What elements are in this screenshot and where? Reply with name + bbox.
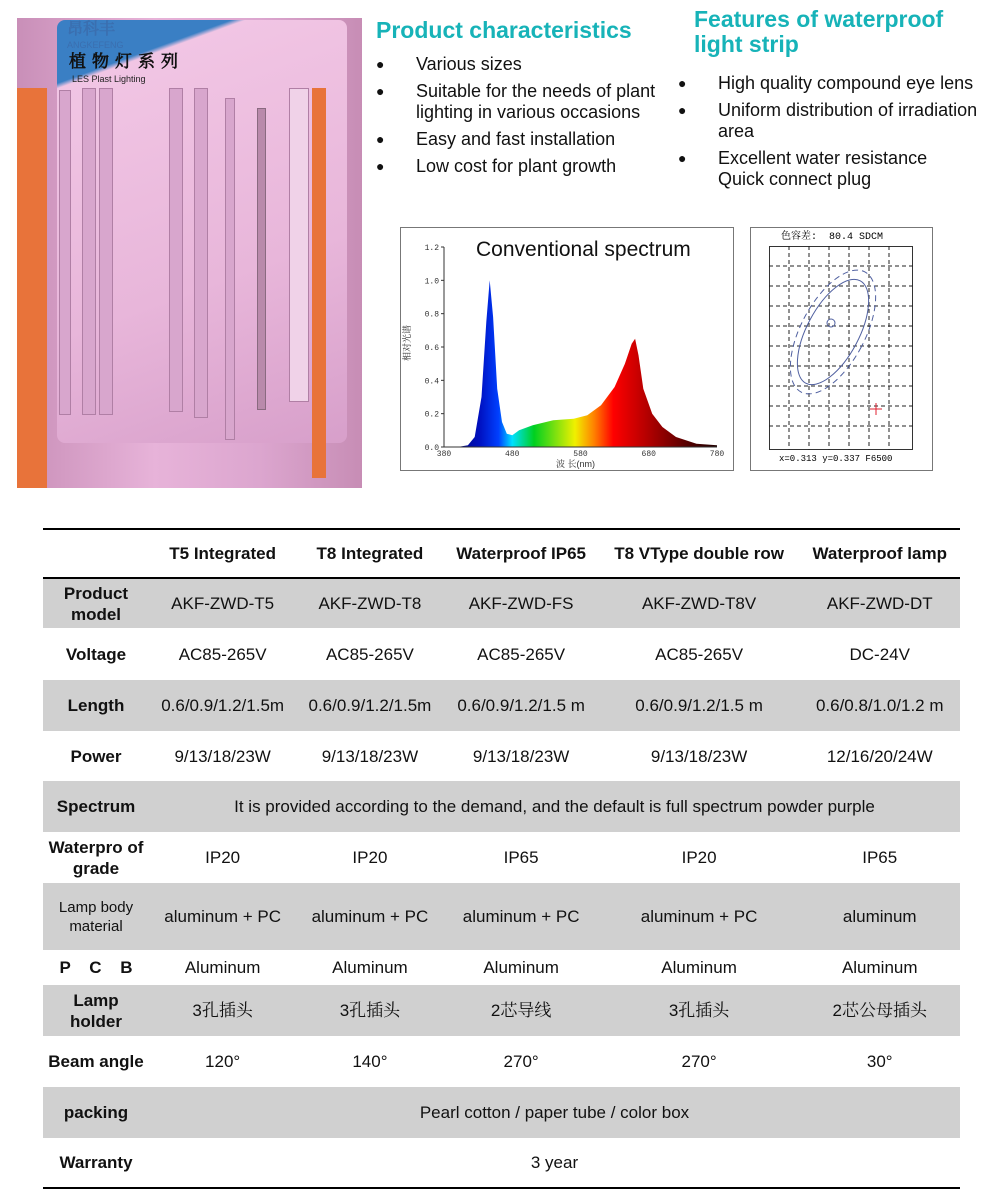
- column-header: T5 Integrated: [149, 529, 296, 578]
- row-label: Lamp holder: [43, 985, 149, 1036]
- table-row: [43, 1036, 960, 1087]
- y-tick-label: 0.8: [424, 310, 439, 320]
- column-header: Waterproof IP65: [444, 529, 599, 578]
- table-cell: aluminum + PC: [296, 883, 443, 950]
- table-cell: Aluminum: [483, 958, 559, 977]
- y-tick-label: 0.6: [424, 344, 439, 353]
- row-label: Power: [70, 746, 122, 766]
- characteristics-list: [376, 54, 666, 183]
- list-item: ● Uniform distribution of irradiation area: [678, 100, 978, 142]
- table-cell: 140°: [352, 1052, 388, 1071]
- table-cell: IP65: [503, 848, 539, 867]
- row-label: Product model: [43, 578, 149, 628]
- row-label: Warranty: [59, 1153, 133, 1172]
- y-tick-label: 1.2: [424, 244, 439, 253]
- row-label: Length: [43, 680, 149, 731]
- cie-coordinates: x=0.313 y=0.337 F6500: [779, 454, 893, 464]
- list-item: ● Suitable for the needs of plant lighting in various occasions: [376, 81, 666, 123]
- table-cell: DC-24V: [849, 644, 910, 664]
- spec-table: [43, 528, 960, 1189]
- table-cell: 120°: [205, 1052, 241, 1071]
- cie-ellipse-grid: [769, 246, 913, 451]
- table-cell: 12/16/20/24W: [826, 746, 933, 766]
- column-header: Waterproof lamp: [799, 529, 960, 578]
- chart-title: Conventional spectrum: [476, 238, 691, 261]
- y-tick-label: 0.4: [424, 377, 439, 387]
- table-row: [43, 883, 960, 950]
- table-row: [43, 1138, 960, 1188]
- table-row: [43, 628, 960, 680]
- characteristics-title: Product characteristics: [376, 17, 632, 43]
- table-cell: IP65: [862, 848, 898, 867]
- table-cell: 0.6/0.9/1.2/1.5m: [149, 680, 296, 731]
- y-tick-label: 0.0: [424, 444, 439, 453]
- series-title: 植物灯系列: [69, 52, 184, 71]
- list-item: ● Easy and fast installation: [376, 129, 666, 150]
- table-cell: 9/13/18/23W: [472, 746, 570, 766]
- y-tick-label: 1.0: [424, 277, 439, 287]
- row-label: P C B: [59, 958, 133, 977]
- column-header: T8 Integrated: [296, 529, 443, 578]
- table-cell: 0.6/0.9/1.2/1.5 m: [599, 680, 800, 731]
- table-row: [43, 950, 960, 985]
- table-cell: 3孔插头: [149, 985, 296, 1036]
- list-item: ● Various sizes: [376, 54, 666, 75]
- brand-logo: 昂科丰: [67, 21, 116, 38]
- table-cell: Aluminum: [841, 958, 918, 977]
- table-cell: 9/13/18/23W: [321, 746, 419, 766]
- table-cell: AKF-ZWD-T8: [296, 578, 443, 628]
- table-cell: IP20: [352, 848, 388, 867]
- x-tick-label: 580: [573, 450, 588, 459]
- cie-chart: [750, 227, 933, 471]
- table-cell: 30°: [866, 1052, 893, 1071]
- table-row: [43, 832, 960, 883]
- table-cell: AKF-ZWD-FS: [444, 578, 599, 628]
- features-title: Features of waterproof light strip: [694, 6, 944, 57]
- table-row: [43, 781, 960, 832]
- table-cell: AKF-ZWD-T8V: [599, 578, 800, 628]
- spectrum-svg: [401, 228, 733, 470]
- table-cell: AKF-ZWD-T5: [149, 578, 296, 628]
- sdcm-title: 色容差: 80.4 SDCM: [781, 232, 884, 243]
- table-row: [43, 731, 960, 781]
- table-cell: aluminum + PC: [444, 883, 599, 950]
- row-label: packing: [43, 1087, 149, 1138]
- list-item: ● Excellent water resistance Quick connect plug: [678, 148, 978, 190]
- table-cell: AC85-265V: [655, 644, 744, 664]
- row-label: Spectrum: [43, 781, 149, 832]
- table-cell: 0.6/0.9/1.2/1.5m: [296, 680, 443, 731]
- table-cell: 3 year: [530, 1153, 579, 1172]
- spectrum-chart: [400, 227, 734, 471]
- list-item: ● Low cost for plant growth: [376, 156, 666, 177]
- table-cell: 2芯导线: [444, 985, 599, 1036]
- x-tick-label: 380: [436, 450, 452, 459]
- table-cell: Aluminum: [332, 958, 408, 977]
- table-cell: AC85-265V: [325, 644, 414, 664]
- table-cell: 270°: [681, 1052, 717, 1071]
- table-cell: 9/13/18/23W: [174, 746, 271, 766]
- product-photo: [17, 18, 362, 488]
- table-cell: 0.6/0.9/1.2/1.5 m: [444, 680, 599, 731]
- row-label: Voltage: [65, 644, 127, 664]
- column-header: [43, 529, 149, 578]
- table-cell: IP20: [681, 848, 717, 867]
- x-axis-label: 波 长(nm): [556, 459, 595, 469]
- table-header-row: [43, 529, 960, 578]
- table-cell: 0.6/0.8/1.0/1.2 m: [799, 680, 960, 731]
- table-cell: IP20: [205, 848, 241, 867]
- table-cell: Aluminum: [661, 958, 737, 977]
- brand-name: ANGKEFENG: [67, 40, 124, 50]
- table-cell: 3孔插头: [296, 985, 443, 1036]
- table-cell: 3孔插头: [599, 985, 800, 1036]
- table-cell: AKF-ZWD-DT: [799, 578, 960, 628]
- row-label: Lamp body material: [43, 883, 149, 950]
- table-cell: 9/13/18/23W: [650, 746, 748, 766]
- y-axis-label: 相对光谱: [402, 324, 413, 362]
- table-row: [43, 578, 960, 628]
- x-tick-label: 480: [505, 450, 520, 459]
- table-cell: aluminum + PC: [149, 883, 296, 950]
- row-label: Beam angle: [48, 1052, 144, 1071]
- table-cell: AC85-265V: [477, 644, 566, 664]
- table-cell: aluminum: [799, 883, 960, 950]
- list-item: ● High quality compound eye lens: [678, 73, 978, 94]
- spectrum-area: [444, 280, 717, 447]
- table-row: [43, 985, 960, 1036]
- features-list: [678, 73, 978, 196]
- table-cell: 2芯公母插头: [799, 985, 960, 1036]
- column-header: T8 VType double row: [599, 529, 800, 578]
- table-cell: 270°: [503, 1052, 539, 1071]
- row-label: Waterpro of grade: [48, 837, 144, 878]
- table-cell: aluminum + PC: [599, 883, 800, 950]
- x-tick-label: 680: [641, 450, 656, 459]
- table-cell: AC85-265V: [178, 644, 267, 664]
- table-row: [43, 680, 960, 731]
- x-tick-label: 780: [709, 450, 725, 459]
- series-subtitle: LES Plast Lighting: [72, 74, 146, 84]
- table-cell: Pearl cotton / paper tube / color box: [149, 1087, 960, 1138]
- table-cell: It is provided according to the demand, and the default is full spectrum powder purple: [149, 781, 960, 832]
- table-cell: Aluminum: [184, 958, 261, 977]
- table-row: [43, 1087, 960, 1138]
- y-tick-label: 0.2: [424, 410, 439, 420]
